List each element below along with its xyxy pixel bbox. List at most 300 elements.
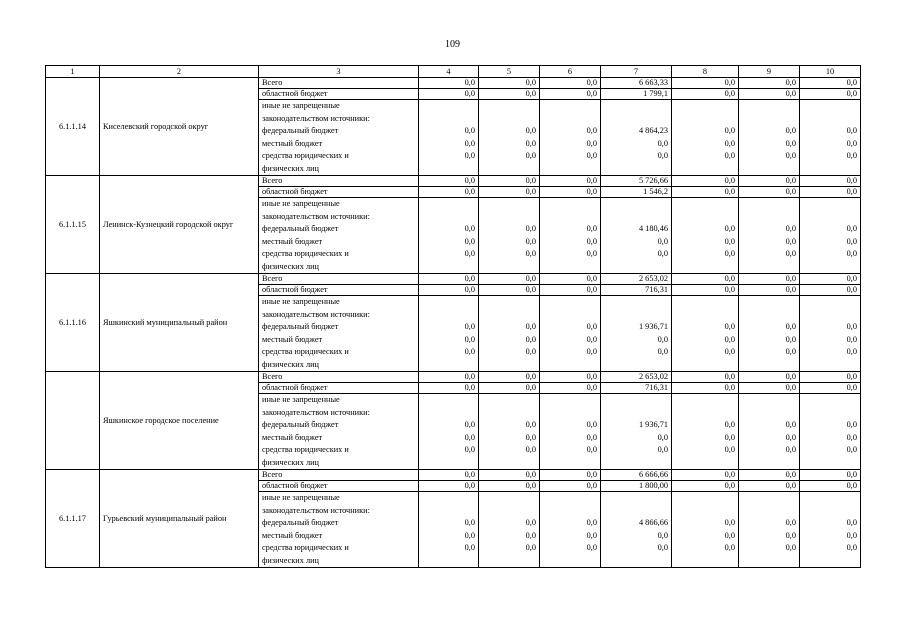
header-cell: 5 xyxy=(479,66,540,78)
source-label: иные не запрещенные xyxy=(262,297,340,306)
source-label: средства юридических и xyxy=(262,445,349,454)
value-stack xyxy=(672,100,739,176)
value-cell: 0,0 xyxy=(525,530,536,540)
value-cell: 0,0 xyxy=(846,543,857,552)
source-label: иные не запрещенные xyxy=(262,395,340,404)
spacer xyxy=(803,394,857,407)
spacer xyxy=(422,394,475,407)
spacer xyxy=(742,296,796,309)
value-cell: 0,0 xyxy=(419,274,479,285)
spacer xyxy=(422,555,475,568)
spacer xyxy=(675,296,735,309)
value-cell: 0,0 xyxy=(724,224,735,233)
spacer xyxy=(803,555,857,568)
value-cell: 0,0 xyxy=(657,432,668,442)
value-cell: 0,0 xyxy=(724,420,735,429)
value-cell: 0,0 xyxy=(419,372,479,383)
source-label: федеральный бюджет xyxy=(262,420,339,429)
value-cell: 0,0 xyxy=(785,322,796,331)
value-stack xyxy=(540,296,601,372)
source-label: законодательством источники: xyxy=(262,505,370,515)
value-cell: 0,0 xyxy=(739,481,800,492)
item-code: 6.1.1.15 xyxy=(46,176,100,274)
value-cell: 0,0 xyxy=(785,530,796,540)
value-cell: 0,0 xyxy=(540,176,601,187)
value-cell: 0,0 xyxy=(586,126,597,135)
value-cell: 0,0 xyxy=(672,187,739,198)
value-cell: 716,31 xyxy=(601,383,672,394)
spacer xyxy=(482,359,536,372)
source-label: федеральный бюджет xyxy=(262,224,339,233)
value-cell: 0,0 xyxy=(846,151,857,160)
spacer xyxy=(742,359,796,372)
value-cell: 0,0 xyxy=(657,530,668,540)
value-cell: 0,0 xyxy=(525,420,536,429)
value-cell: 0,0 xyxy=(464,420,475,429)
value-cell: 0,0 xyxy=(525,138,536,148)
spacer xyxy=(742,211,796,224)
header-cell: 4 xyxy=(419,66,479,78)
table-row-total xyxy=(46,470,861,481)
value-cell: 0,0 xyxy=(846,249,857,258)
other-sources-block xyxy=(259,492,419,568)
value-cell: 0,0 xyxy=(540,383,601,394)
value-cell: 0,0 xyxy=(724,138,735,148)
value-cell: 6 663,33 xyxy=(601,78,672,89)
table-row-total xyxy=(46,372,861,383)
other-sources-block xyxy=(259,296,419,372)
value-cell: 0,0 xyxy=(540,187,601,198)
value-cell: 0,0 xyxy=(800,89,861,100)
source-label: физических лиц xyxy=(262,261,319,271)
source-label: местный бюджет xyxy=(262,236,323,246)
value-stack xyxy=(601,394,672,470)
value-cell: 0,0 xyxy=(464,151,475,160)
value-stack xyxy=(601,100,672,176)
value-cell: 0,0 xyxy=(525,445,536,454)
value-stack xyxy=(601,296,672,372)
header-cell: 10 xyxy=(800,66,861,78)
value-stack xyxy=(479,492,540,568)
value-cell: 0,0 xyxy=(540,89,601,100)
spacer xyxy=(543,359,597,372)
value-cell: 0,0 xyxy=(739,383,800,394)
value-cell: 0,0 xyxy=(785,432,796,442)
spacer xyxy=(543,457,597,470)
value-stack xyxy=(672,198,739,274)
spacer xyxy=(675,359,735,372)
spacer xyxy=(742,100,796,113)
value-cell: 0,0 xyxy=(785,347,796,356)
value-cell: 0,0 xyxy=(419,470,479,481)
value-cell: 0,0 xyxy=(739,187,800,198)
spacer xyxy=(422,309,475,322)
value-cell: 0,0 xyxy=(525,432,536,442)
spacer xyxy=(543,407,597,420)
spacer xyxy=(482,407,536,420)
spacer xyxy=(543,505,597,518)
value-cell: 0,0 xyxy=(846,322,857,331)
value-cell: 0,0 xyxy=(724,151,735,160)
value-cell: 0,0 xyxy=(464,249,475,258)
value-stack xyxy=(540,100,601,176)
source-label: иные не запрещенные xyxy=(262,101,340,110)
spacer xyxy=(675,394,735,407)
value-cell: 0,0 xyxy=(800,481,861,492)
value-cell: 0,0 xyxy=(785,236,796,246)
table-row-total xyxy=(46,176,861,187)
value-stack xyxy=(419,492,479,568)
value-cell: 0,0 xyxy=(464,126,475,135)
value-cell: 0,0 xyxy=(800,285,861,296)
spacer xyxy=(803,359,857,372)
source-label: областной бюджет xyxy=(259,187,419,198)
spacer xyxy=(675,163,735,176)
value-cell: 0,0 xyxy=(525,224,536,233)
spacer xyxy=(604,113,668,126)
value-cell: 2 653,02 xyxy=(601,372,672,383)
value-cell: 0,0 xyxy=(586,432,597,442)
value-cell: 0,0 xyxy=(739,89,800,100)
value-cell: 1 799,1 xyxy=(601,89,672,100)
value-cell: 0,0 xyxy=(672,78,739,89)
value-cell: 0,0 xyxy=(525,518,536,527)
value-stack xyxy=(672,394,739,470)
value-cell: 0,0 xyxy=(586,249,597,258)
spacer xyxy=(803,198,857,211)
spacer xyxy=(482,555,536,568)
value-cell: 0,0 xyxy=(672,274,739,285)
item-name: Яшкинский муниципальный район xyxy=(100,274,259,372)
spacer xyxy=(482,309,536,322)
value-stack xyxy=(540,492,601,568)
other-sources-block xyxy=(259,394,419,470)
spacer xyxy=(675,407,735,420)
source-label: законодательством источники: xyxy=(262,211,370,221)
spacer xyxy=(422,407,475,420)
value-cell: 0,0 xyxy=(657,543,668,552)
value-cell: 0,0 xyxy=(657,347,668,356)
spacer xyxy=(422,211,475,224)
value-cell: 0,0 xyxy=(464,138,475,148)
value-cell: 0,0 xyxy=(672,176,739,187)
value-cell: 0,0 xyxy=(525,334,536,344)
value-cell: 0,0 xyxy=(464,518,475,527)
value-cell: 0,0 xyxy=(657,334,668,344)
value-cell: 0,0 xyxy=(724,445,735,454)
value-cell: 0,0 xyxy=(525,347,536,356)
value-cell: 0,0 xyxy=(525,126,536,135)
value-cell: 0,0 xyxy=(419,187,479,198)
value-stack xyxy=(479,198,540,274)
spacer xyxy=(422,457,475,470)
source-label: федеральный бюджет xyxy=(262,518,339,527)
other-sources-block xyxy=(259,198,419,274)
spacer xyxy=(604,555,668,568)
value-cell: 0,0 xyxy=(586,236,597,246)
value-cell: 0,0 xyxy=(464,347,475,356)
value-cell: 0,0 xyxy=(672,383,739,394)
value-cell: 0,0 xyxy=(739,274,800,285)
header-cell: 9 xyxy=(739,66,800,78)
value-cell: 4 866,66 xyxy=(638,518,668,527)
spacer xyxy=(422,163,475,176)
value-cell: 0,0 xyxy=(739,285,800,296)
value-cell: 0,0 xyxy=(846,530,857,540)
value-cell: 0,0 xyxy=(479,372,540,383)
spacer xyxy=(803,261,857,274)
value-stack xyxy=(800,198,861,274)
source-label: законодательством источники: xyxy=(262,407,370,417)
value-cell: 0,0 xyxy=(785,420,796,429)
value-cell: 0,0 xyxy=(419,89,479,100)
value-cell: 0,0 xyxy=(525,543,536,552)
value-cell: 0,0 xyxy=(540,274,601,285)
value-cell: 0,0 xyxy=(724,432,735,442)
spacer xyxy=(803,407,857,420)
value-cell: 0,0 xyxy=(525,236,536,246)
source-label: областной бюджет xyxy=(259,89,419,100)
spacer xyxy=(422,505,475,518)
value-cell: 0,0 xyxy=(800,176,861,187)
value-cell: 0,0 xyxy=(800,470,861,481)
page-number: 109 xyxy=(445,39,460,50)
value-cell: 1 936,71 xyxy=(638,420,668,429)
value-stack xyxy=(739,492,800,568)
value-cell: 2 653,02 xyxy=(601,274,672,285)
value-cell: 0,0 xyxy=(672,481,739,492)
value-cell: 0,0 xyxy=(657,236,668,246)
value-cell: 0,0 xyxy=(724,322,735,331)
value-cell: 0,0 xyxy=(672,372,739,383)
budget-table xyxy=(45,65,861,568)
spacer xyxy=(742,198,796,211)
item-name: Гурьевский муниципальный район xyxy=(100,470,259,568)
header-cell: 8 xyxy=(672,66,739,78)
source-label: физических лиц xyxy=(262,359,319,369)
spacer xyxy=(422,198,475,211)
value-cell: 0,0 xyxy=(724,347,735,356)
value-cell: 0,0 xyxy=(785,224,796,233)
value-cell: 0,0 xyxy=(672,89,739,100)
value-cell: 0,0 xyxy=(586,445,597,454)
spacer xyxy=(803,296,857,309)
value-cell: 0,0 xyxy=(846,518,857,527)
source-label: средства юридических и xyxy=(262,249,349,258)
spacer xyxy=(482,492,536,505)
value-cell: 4 180,46 xyxy=(638,224,668,233)
value-cell: 0,0 xyxy=(419,78,479,89)
spacer xyxy=(604,296,668,309)
value-cell: 0,0 xyxy=(785,543,796,552)
value-cell: 716,31 xyxy=(601,285,672,296)
value-cell: 0,0 xyxy=(479,274,540,285)
value-cell: 0,0 xyxy=(800,372,861,383)
table-row-total xyxy=(46,274,861,285)
spacer xyxy=(422,492,475,505)
value-cell: 0,0 xyxy=(586,543,597,552)
source-label: федеральный бюджет xyxy=(262,322,339,331)
value-cell: 0,0 xyxy=(657,138,668,148)
value-cell: 0,0 xyxy=(586,347,597,356)
value-cell: 0,0 xyxy=(586,420,597,429)
spacer xyxy=(675,309,735,322)
spacer xyxy=(422,100,475,113)
value-cell: 0,0 xyxy=(479,285,540,296)
source-label: физических лиц xyxy=(262,555,319,565)
value-cell: 0,0 xyxy=(657,445,668,454)
value-cell: 0,0 xyxy=(846,126,857,135)
value-cell: 0,0 xyxy=(586,530,597,540)
value-stack xyxy=(601,198,672,274)
spacer xyxy=(482,198,536,211)
value-cell: 5 726,66 xyxy=(601,176,672,187)
item-code: 6.1.1.17 xyxy=(46,470,100,568)
value-cell: 0,0 xyxy=(540,285,601,296)
value-cell: 0,0 xyxy=(419,285,479,296)
value-cell: 0,0 xyxy=(785,334,796,344)
spacer xyxy=(742,309,796,322)
value-cell: 0,0 xyxy=(479,383,540,394)
value-cell: 1 546,2 xyxy=(601,187,672,198)
spacer xyxy=(543,261,597,274)
source-label: областной бюджет xyxy=(259,481,419,492)
spacer xyxy=(803,113,857,126)
value-cell: 0,0 xyxy=(540,481,601,492)
item-code: 6.1.1.14 xyxy=(46,78,100,176)
spacer xyxy=(604,100,668,113)
item-name: Ленинск-Кузнецкий городской округ xyxy=(100,176,259,274)
value-cell: 0,0 xyxy=(724,543,735,552)
value-cell: 0,0 xyxy=(846,420,857,429)
source-label: местный бюджет xyxy=(262,530,323,540)
spacer xyxy=(422,359,475,372)
source-label: законодательством источники: xyxy=(262,309,370,319)
spacer xyxy=(604,407,668,420)
value-cell: 0,0 xyxy=(724,334,735,344)
value-stack xyxy=(739,394,800,470)
spacer xyxy=(482,505,536,518)
spacer xyxy=(803,492,857,505)
spacer xyxy=(742,261,796,274)
value-stack xyxy=(540,198,601,274)
value-cell: 0,0 xyxy=(724,518,735,527)
spacer xyxy=(742,113,796,126)
value-cell: 0,0 xyxy=(540,470,601,481)
spacer xyxy=(803,100,857,113)
spacer xyxy=(742,407,796,420)
value-stack xyxy=(419,198,479,274)
value-cell: 0,0 xyxy=(586,224,597,233)
value-cell: 0,0 xyxy=(846,445,857,454)
source-label: областной бюджет xyxy=(259,285,419,296)
spacer xyxy=(543,296,597,309)
value-cell: 0,0 xyxy=(785,518,796,527)
value-stack xyxy=(800,492,861,568)
spacer xyxy=(543,211,597,224)
value-cell: 0,0 xyxy=(464,322,475,331)
spacer xyxy=(422,296,475,309)
value-cell: 0,0 xyxy=(785,126,796,135)
spacer xyxy=(675,100,735,113)
value-cell: 0,0 xyxy=(464,432,475,442)
value-cell: 0,0 xyxy=(479,470,540,481)
item-name: Киселевский городской округ xyxy=(100,78,259,176)
spacer xyxy=(482,100,536,113)
source-label: средства юридических и xyxy=(262,151,349,160)
spacer xyxy=(482,296,536,309)
value-cell: 0,0 xyxy=(846,236,857,246)
source-label: физических лиц xyxy=(262,457,319,467)
value-cell: 0,0 xyxy=(739,372,800,383)
spacer xyxy=(803,211,857,224)
spacer xyxy=(482,113,536,126)
spacer xyxy=(543,492,597,505)
spacer xyxy=(604,457,668,470)
value-cell: 1 800,00 xyxy=(601,481,672,492)
header-cell: 2 xyxy=(100,66,259,78)
other-sources-block xyxy=(259,100,419,176)
source-label: федеральный бюджет xyxy=(262,126,339,135)
value-cell: 0,0 xyxy=(540,372,601,383)
spacer xyxy=(543,163,597,176)
value-stack xyxy=(479,296,540,372)
value-cell: 0,0 xyxy=(785,138,796,148)
value-cell: 0,0 xyxy=(785,445,796,454)
source-label: законодательством источники: xyxy=(262,113,370,123)
spacer xyxy=(543,100,597,113)
value-cell: 0,0 xyxy=(657,151,668,160)
value-cell: 0,0 xyxy=(724,530,735,540)
value-cell: 0,0 xyxy=(724,236,735,246)
value-cell: 0,0 xyxy=(525,249,536,258)
source-label: Всего xyxy=(259,78,419,89)
value-cell: 0,0 xyxy=(846,224,857,233)
value-cell: 6 666,66 xyxy=(601,470,672,481)
value-stack xyxy=(540,394,601,470)
value-stack xyxy=(800,100,861,176)
spacer xyxy=(422,261,475,274)
value-cell: 0,0 xyxy=(672,470,739,481)
value-stack xyxy=(479,100,540,176)
value-cell: 0,0 xyxy=(800,383,861,394)
value-cell: 0,0 xyxy=(586,151,597,160)
value-cell: 0,0 xyxy=(800,274,861,285)
value-stack xyxy=(419,394,479,470)
value-cell: 0,0 xyxy=(419,481,479,492)
spacer xyxy=(482,261,536,274)
value-cell: 0,0 xyxy=(586,138,597,148)
spacer xyxy=(803,505,857,518)
spacer xyxy=(742,394,796,407)
source-label: средства юридических и xyxy=(262,347,349,356)
value-cell: 0,0 xyxy=(419,383,479,394)
spacer xyxy=(675,505,735,518)
spacer xyxy=(604,359,668,372)
source-label: местный бюджет xyxy=(262,334,323,344)
spacer xyxy=(543,198,597,211)
table-row-total xyxy=(46,78,861,89)
value-stack xyxy=(800,296,861,372)
spacer xyxy=(604,505,668,518)
value-stack xyxy=(739,100,800,176)
spacer xyxy=(482,457,536,470)
source-label: местный бюджет xyxy=(262,138,323,148)
value-stack xyxy=(672,492,739,568)
source-label: иные не запрещенные xyxy=(262,493,340,502)
value-stack xyxy=(739,296,800,372)
value-cell: 0,0 xyxy=(525,322,536,331)
